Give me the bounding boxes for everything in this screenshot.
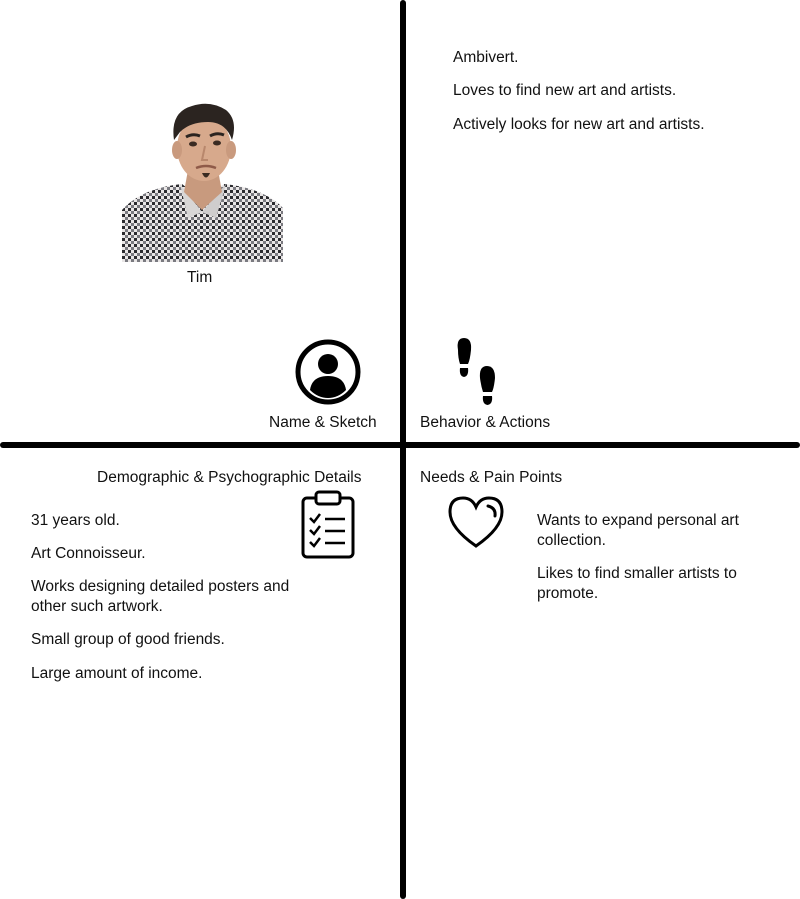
behavior-item: Actively looks for new art and artists.: [453, 116, 705, 133]
footprints-icon: [452, 338, 498, 411]
behavior-item: Loves to find new art and artists.: [453, 82, 677, 99]
clipboard-checklist-icon: [300, 490, 356, 565]
quadrant-label-name-sketch: Name & Sketch: [269, 414, 377, 431]
quadrant-label-demographic-psychographic: Demographic & Psychographic Details: [97, 469, 362, 486]
horizontal-divider: [0, 442, 800, 448]
demographic-item: 31 years old.: [31, 512, 120, 529]
heart-icon: [446, 494, 506, 555]
persona-photo: [122, 100, 283, 262]
demographic-item: Works designing detailed posters and other such artwork.: [31, 578, 290, 615]
quadrant-label-needs-pain-points: Needs & Pain Points: [420, 469, 563, 486]
needs-item: Likes to find smaller artists to promote.: [537, 565, 737, 602]
vertical-divider: [400, 0, 406, 899]
user-circle-icon: [294, 338, 362, 411]
behavior-item: Ambivert.: [453, 49, 519, 66]
needs-item: Wants to expand personal art collection.: [537, 512, 739, 549]
quadrant-label-behavior-actions: Behavior & Actions: [420, 414, 551, 431]
demographic-item: Art Connoisseur.: [31, 545, 146, 562]
persona-name: Tim: [187, 269, 213, 286]
demographic-item: Large amount of income.: [31, 665, 203, 682]
demographic-item: Small group of good friends.: [31, 631, 225, 648]
